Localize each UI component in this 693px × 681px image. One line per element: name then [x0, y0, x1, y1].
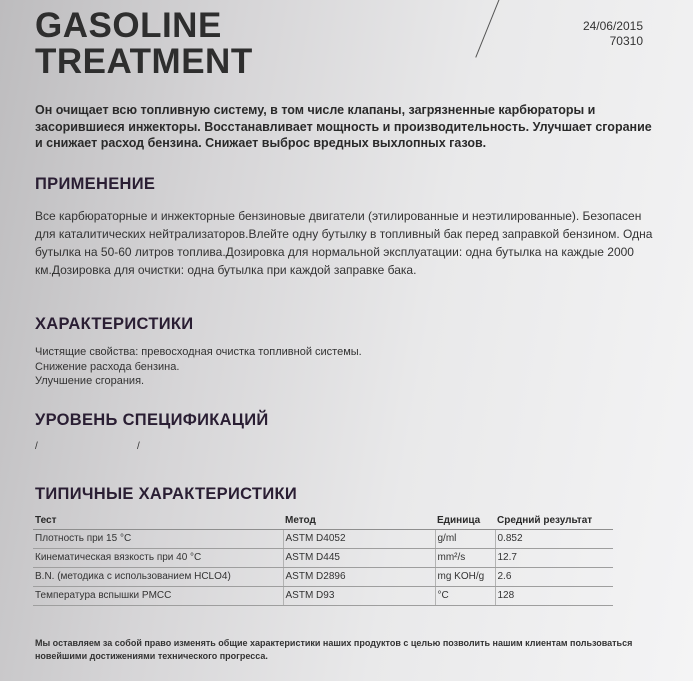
cell-result: 12.7	[495, 548, 613, 567]
product-code: 70310	[609, 34, 643, 48]
column-header-unit: Единица	[435, 513, 495, 529]
product-title-line2: TREATMENT	[35, 42, 253, 81]
typical-heading: ТИПИЧНЫЕ ХАРАКТЕРИСТИКИ	[35, 485, 298, 503]
specification-heading: УРОВЕНЬ СПЕЦИФИКАЦИЙ	[35, 411, 269, 429]
cell-test: B.N. (методика с использованием HCLO4)	[33, 567, 283, 586]
table-row	[33, 586, 613, 605]
cell-method: ASTM D4052	[283, 529, 435, 548]
specification-values	[35, 441, 235, 455]
cell-method: ASTM D93	[283, 586, 435, 605]
specification-slash: /	[35, 441, 38, 452]
table-row	[33, 529, 613, 548]
cell-unit: g/ml	[435, 529, 495, 548]
table-row	[33, 567, 613, 586]
cell-test: Кинематическая вязкость при 40 °C	[33, 548, 283, 567]
intro-text: Он очищает всю топливную систему, в том числе клапаны, загрязненные карбюраторы и засорившиеся инжекторы. Восстанавливает мощность и производительность. Улучшает сгорание и снижает расход бензина. Снижает выброс вредных выхлопных газов.	[35, 103, 652, 150]
column-header-result: Средний результат	[495, 513, 613, 529]
cell-unit: °C	[435, 586, 495, 605]
table-header-row	[33, 513, 613, 529]
product-title-line1: GASOLINE	[35, 6, 222, 45]
specification-slash: /	[137, 441, 140, 452]
cell-result: 128	[495, 586, 613, 605]
cell-method: ASTM D2896	[283, 567, 435, 586]
cell-method: ASTM D445	[283, 548, 435, 567]
characteristics-item: Чистящие свойства: превосходная очистка топливной системы.	[35, 346, 362, 358]
table-row	[33, 548, 613, 567]
decorative-slash	[475, 0, 501, 58]
disclaimer-text: Мы оставляем за собой право изменять общие характеристики наших продуктов с целью позволить нашим клиентам пользоваться новейшими достижениями технического прогресса.	[35, 638, 633, 661]
characteristics-list	[35, 345, 362, 389]
characteristics-heading: ХАРАКТЕРИСТИКИ	[35, 315, 194, 333]
cell-unit: mg KOH/g	[435, 567, 495, 586]
cell-test: Температура вспышки PMCC	[33, 586, 283, 605]
cell-result: 2.6	[495, 567, 613, 586]
column-header-method: Метод	[283, 513, 435, 529]
cell-unit: mm²/s	[435, 548, 495, 567]
characteristics-item: Улучшение сгорания.	[35, 375, 145, 387]
typical-table	[33, 513, 613, 606]
column-header-test: Тест	[33, 513, 283, 529]
document-meta	[583, 19, 643, 49]
cell-test: Плотность при 15 °C	[33, 529, 283, 548]
characteristics-item: Снижение расхода бензина.	[35, 360, 180, 373]
product-title	[35, 8, 253, 80]
application-heading: ПРИМЕНЕНИЕ	[35, 175, 156, 193]
cell-result: 0.852	[495, 529, 613, 548]
application-text: Все карбюраторные и инжекторные бензиновые двигатели (этилированные и неэтилированные). Безопасен для каталитических нейтрализаторов.Влейте одну бутылку в топливный бак перед заправкой бензином. Одна бутылка на 50-60 литров топлива.Дозировка для нормальной эксплуатации: одна бутылка на каждые 2000 км.Дозировка для очистки: одна бутылка при каждой заправке бака.	[35, 209, 653, 277]
document-date: 24/06/2015	[582, 19, 643, 33]
